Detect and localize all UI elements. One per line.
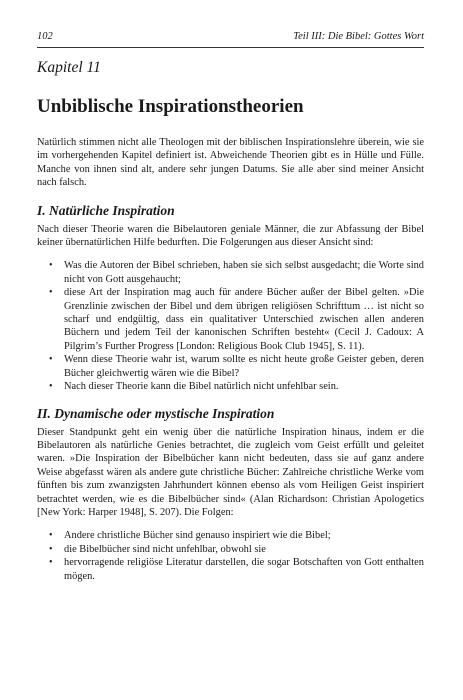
section-heading-dynamic-inspiration: II. Dynamische oder mystische Inspiration [37,405,275,421]
bullet-dot-icon: • [49,354,53,366]
section-heading-natural-inspiration: I. Natürliche Inspiration [37,202,175,218]
section-body-natural-inspiration: Nach dieser Theorie waren die Bibelautoren geniale Männer, die zur Abfassung der Bibel keiner übernatürlichen Hilfe bedurften. Die Folgerungen aus dieser Ansicht sind: [37,223,424,249]
running-header [37,30,424,48]
list-item-text: Was die Autoren der Bibel schrieben, haben sie sich selbst ausgedacht; die Worte sind nicht von Gott ausgehaucht; [64,260,424,285]
bullet-dot-icon: • [49,287,53,299]
list-item [49,353,424,380]
chapter-label: Kapitel 11 [37,59,101,76]
page-number: 102 [37,31,53,42]
bullet-dot-icon: • [49,381,53,393]
list-item-text: die Bibelbücher sind nicht unfehlbar, obwohl sie [64,543,266,555]
list-item [49,543,424,556]
intro-paragraph: Natürlich stimmen nicht alle Theologen mit der biblischen Inspirationslehre überein, wie sie im vorhergehenden Kapitel definiert ist. Abweichende Theorien gibt es in Hülle und Fülle. Manche von ihnen sind alt, andere sehr jungen Datums. Sie alle aber sind meiner Ansicht nach falsch. [37,137,424,189]
list-item [49,529,424,542]
list-item [49,556,424,583]
list-item-text: diese Art der Inspiration mag auch für andere Bücher außer der Bibel gelten. »Die Grenzlinie zwischen der Bibel und dem übrigen religiösen Schrifttum … ist nicht so scharf und endgültig, dass ein qualitativer Unterschied zwischen allen anderen Büchern und jedem Teil der kanonischen Schriften besteht« (Cecil J. Cadoux: A Pilgrim’s Further Progress [London: Religious Book Club 1945], S. 11). [64,287,424,352]
bullet-list-dynamic-inspiration [37,529,424,583]
bullet-list-natural-inspiration [37,259,424,393]
bullet-dot-icon: • [49,543,53,555]
chapter-title: Unbiblische Inspirationstheorien [37,96,304,117]
list-item-text: Andere christliche Bücher sind genauso inspiriert wie die Bibel; [64,530,331,542]
list-item [49,380,424,393]
bullet-dot-icon: • [49,260,53,272]
list-item [49,259,424,286]
bullet-dot-icon: • [49,557,53,569]
section-body-dynamic-inspiration: Dieser Standpunkt geht ein wenig über die natürliche Inspiration hinaus, indem er die Bibelautoren als natürliche Genies betrachtet, die zugleich vom Geist erfüllt und geleitet waren. »Die Inspiration der Bibelbücher kann nicht bedeuten, dass sie auf ganz andere Weise abgefasst wären als andere gute christliche Bücher: Zahlreiche christliche Werke vom fünften bis zum zwanzigsten Jahrhundert können ebenso als vom Heiligen Geist inspiriert betrachtet werden, wie es die Bibelbücher sind« (Alan Richardson: Christian Apologetics [New York: Harper 1948], S. 207). Die Folgen: [37,426,424,518]
book-page [37,30,424,583]
list-item [49,286,424,353]
list-item-text: Nach dieser Theorie kann die Bibel natürlich nicht unfehlbar sein. [64,381,339,393]
list-item-text: Wenn diese Theorie wahr ist, warum sollte es nicht heute große Geister geben, deren Bücher gleichwertig wären wie die Bibel? [64,354,424,379]
list-item-text: hervorragende religiöse Literatur darstellen, die sogar Botschaften von Gott enthalten mögen. [64,557,424,582]
bullet-dot-icon: • [49,530,53,542]
running-title: Teil III: Die Bibel: Gottes Wort [293,31,424,42]
